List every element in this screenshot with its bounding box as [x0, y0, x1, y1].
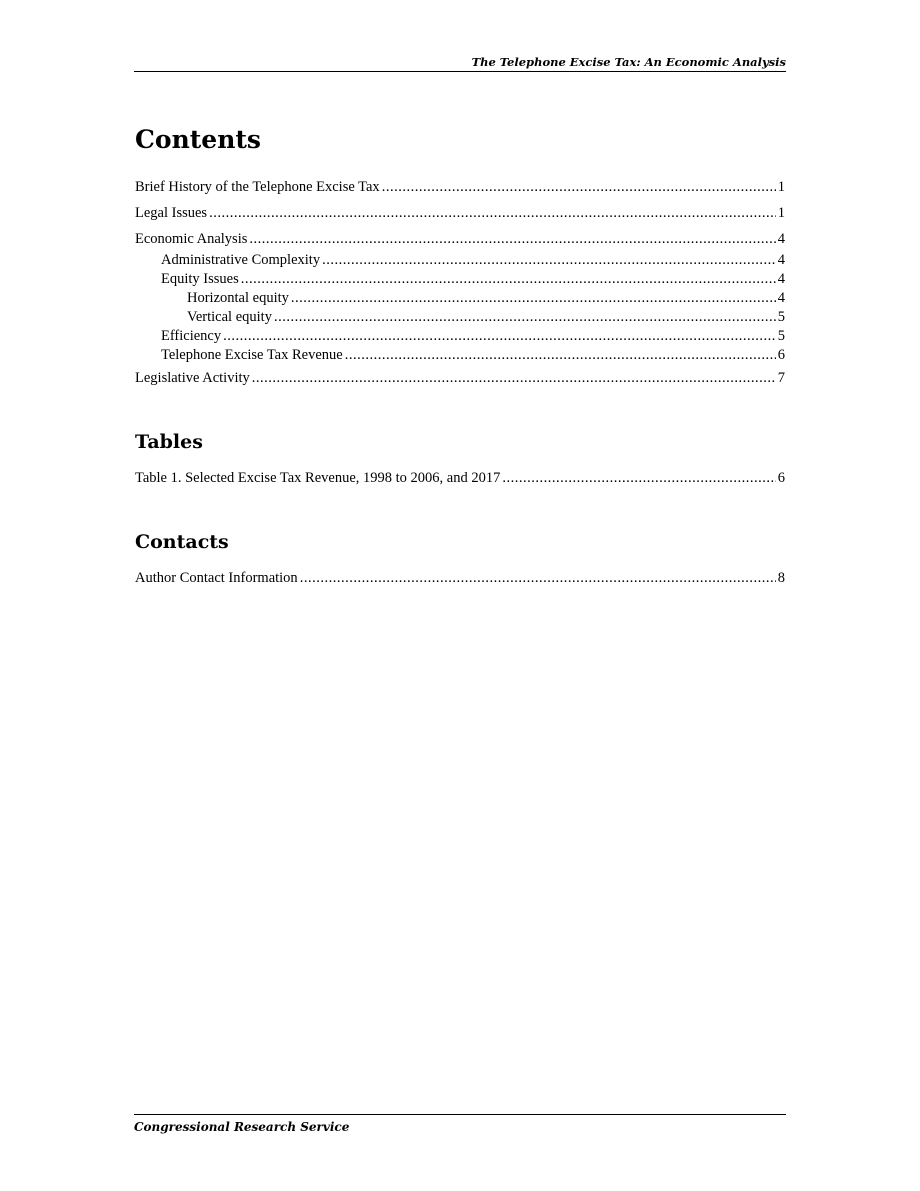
toc-entry-title: Equity Issues [161, 271, 239, 287]
toc-entry-table-1[interactable] [135, 469, 785, 487]
toc-entry-legislative-activity[interactable] [135, 369, 785, 387]
toc-entry-page: 4 [777, 252, 785, 268]
toc-entry-telephone-excise-tax-revenue[interactable] [135, 346, 785, 364]
dot-leader [382, 178, 776, 196]
toc-entry-page: 8 [777, 570, 785, 586]
dot-leader [249, 230, 775, 248]
contents-heading: Contents [135, 125, 262, 154]
toc-entry-page: 4 [777, 290, 785, 306]
toc-entry-equity-issues[interactable] [135, 270, 785, 288]
running-header: The Telephone Excise Tax: An Economic Analysis [134, 55, 786, 72]
contacts-heading: Contacts [135, 531, 229, 553]
toc-entry-page: 5 [777, 328, 785, 344]
toc-entry-economic-analysis[interactable] [135, 230, 785, 248]
toc-entry-page: 4 [777, 231, 785, 247]
toc-entry-page: 7 [777, 370, 785, 386]
toc-entry-administrative-complexity[interactable] [135, 251, 785, 269]
toc-entry-horizontal-equity[interactable] [135, 289, 785, 307]
toc-entry-title: Efficiency [161, 328, 222, 344]
dot-leader [502, 469, 775, 487]
dot-leader [209, 204, 776, 222]
toc-entry-title: Brief History of the Telephone Excise Tax [135, 179, 380, 195]
toc-entry-vertical-equity[interactable] [135, 308, 785, 326]
toc-entry-title: Horizontal equity [187, 290, 289, 306]
dot-leader [291, 289, 776, 307]
dot-leader [252, 369, 776, 387]
toc-entry-title: Legal Issues [135, 205, 208, 221]
toc-entry-page: 4 [777, 271, 785, 287]
dot-leader [274, 308, 776, 326]
toc-entry-title: Author Contact Information [135, 570, 298, 586]
dot-leader [345, 346, 776, 364]
toc-entry-title: Economic Analysis [135, 231, 248, 247]
toc-entry-author-contact[interactable] [135, 569, 785, 587]
toc-entry-page: 1 [777, 205, 785, 221]
dot-leader [322, 251, 776, 269]
dot-leader [223, 327, 776, 345]
toc-entry-page: 5 [777, 309, 785, 325]
toc-entry-page: 6 [777, 347, 785, 363]
running-footer: Congressional Research Service [134, 1114, 786, 1135]
toc-entry-title: Legislative Activity [135, 370, 250, 386]
toc-entry-title: Table 1. Selected Excise Tax Revenue, 1998 to 2006, and 2017 [135, 470, 501, 486]
toc-entry-title: Telephone Excise Tax Revenue [161, 347, 343, 363]
tables-heading: Tables [135, 431, 203, 453]
toc-entry-page: 1 [777, 179, 785, 195]
toc-entry-legal-issues[interactable] [135, 204, 785, 222]
dot-leader [300, 569, 776, 587]
toc-entry-title: Vertical equity [187, 309, 272, 325]
toc-entry-page: 6 [777, 470, 785, 486]
toc-entry-efficiency[interactable] [135, 327, 785, 345]
toc-entry-title: Administrative Complexity [161, 252, 321, 268]
dot-leader [241, 270, 776, 288]
toc-entry-brief-history[interactable] [135, 178, 785, 196]
